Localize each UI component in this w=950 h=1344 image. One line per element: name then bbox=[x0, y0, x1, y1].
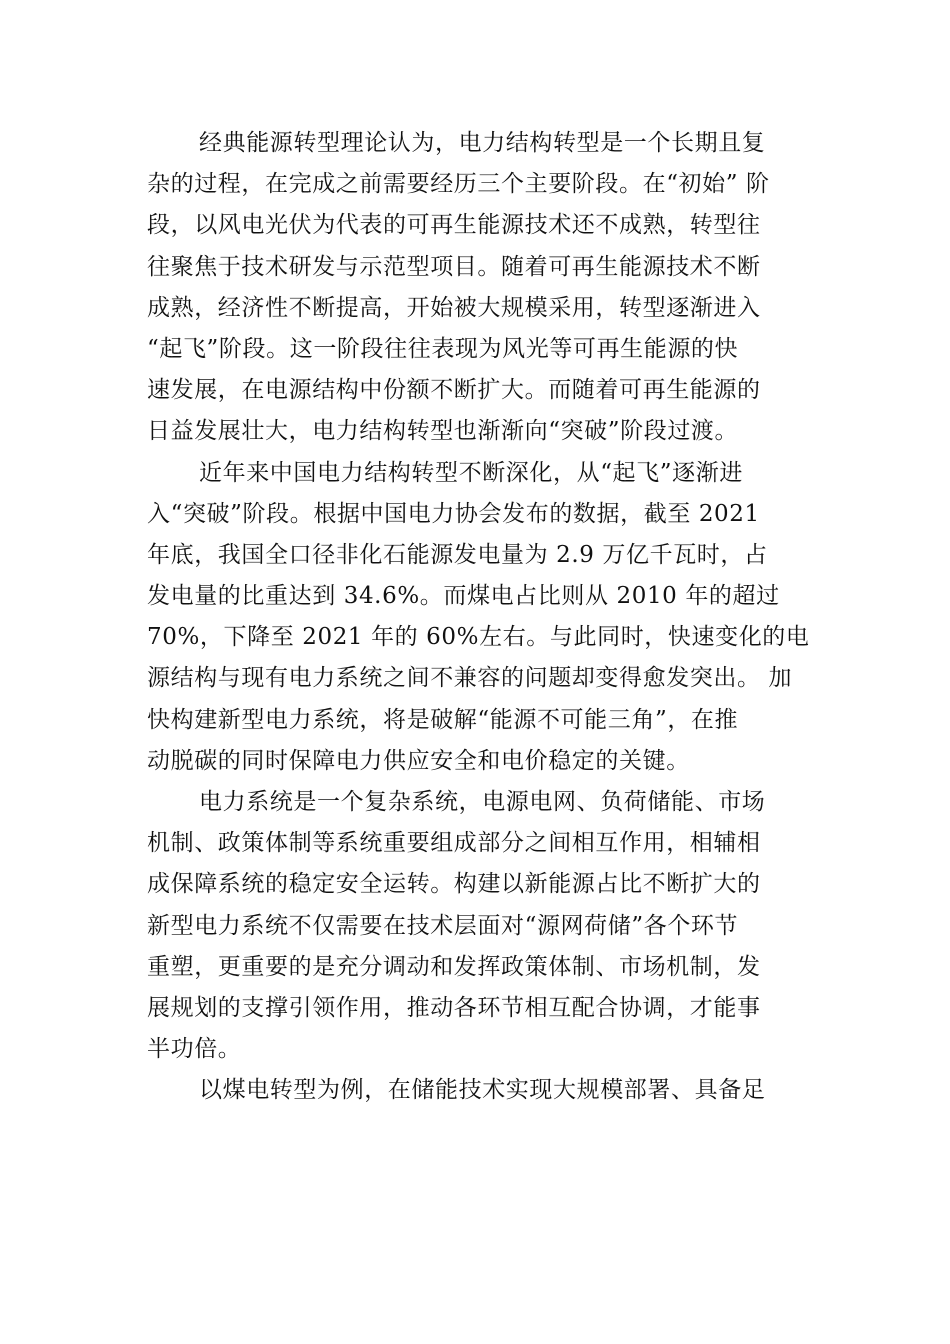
text-line: 新型电力系统不仅需要在技术层面对“源网荷储”各个环节 bbox=[147, 912, 739, 939]
text-line: 段，以风电光伏为代表的可再生能源技术还不成熟，转型往 bbox=[147, 212, 761, 239]
text-line: 速发展，在电源结构中份额不断扩大。而随着可再生能源的 bbox=[147, 377, 761, 404]
paragraph-1 bbox=[147, 123, 807, 453]
text-line: 日益发展壮大，电力结构转型也渐渐向“突破”阶段过渡。 bbox=[147, 418, 739, 445]
paragraph-4 bbox=[147, 1070, 807, 1111]
text-line: 成熟，经济性不断提高，开始被大规模采用，转型逐渐进入 bbox=[147, 294, 761, 321]
text-line: “起飞”阶段。这一阶段往往表现为风光等可再生能源的快 bbox=[147, 335, 739, 362]
text-line: 展规划的支撑引领作用，推动各环节相互配合协调，才能事 bbox=[147, 994, 761, 1021]
text-line: 快构建新型电力系统，将是破解“能源不可能三角”，在推 bbox=[147, 706, 739, 733]
paragraph-2 bbox=[147, 453, 810, 783]
text-line: 动脱碳的同时保障电力供应安全和电价稳定的关键。 bbox=[147, 747, 690, 774]
text-line: 机制、政策体制等系统重要组成部分之间相互作用，相辅相 bbox=[147, 830, 761, 857]
paragraph-3 bbox=[147, 782, 807, 1070]
text-line: 重塑，更重要的是充分调动和发挥政策体制、市场机制，发 bbox=[147, 953, 761, 980]
text-line: 经典能源转型理论认为，电力结构转型是一个长期且复 bbox=[199, 130, 766, 156]
text-line: 70%，下降至 2021 年的 60%左右。与此同时，快速变化的电 bbox=[147, 624, 810, 651]
text-line: 发电量的比重达到 34.6%。而煤电占比则从 2010 年的超过 bbox=[147, 583, 780, 610]
text-line: 入“突破”阶段。根据中国电力协会发布的数据，截至 2021 bbox=[147, 500, 760, 527]
text-line: 成保障系统的稳定安全运转。构建以新能源占比不断扩大的 bbox=[147, 871, 761, 898]
document-body bbox=[147, 123, 810, 1112]
text-line: 往聚焦于技术研发与示范型项目。随着可再生能源技术不断 bbox=[147, 253, 761, 280]
text-line: 以煤电转型为例，在储能技术实现大规模部署、具备足 bbox=[199, 1077, 766, 1104]
text-line: 源结构与现有电力系统之间不兼容的问题却变得愈发突出。 加 bbox=[147, 665, 793, 692]
text-line: 半功倍。 bbox=[147, 1036, 242, 1063]
text-line: 近年来中国电力结构转型不断深化，从“起飞”逐渐进 bbox=[199, 459, 743, 486]
text-line: 年底，我国全口径非化石能源发电量为 2.9 万亿千瓦时，占 bbox=[147, 541, 768, 568]
text-line: 杂的过程，在完成之前需要经历三个主要阶段。在“初始” 阶 bbox=[147, 171, 770, 198]
text-line: 电力系统是一个复杂系统，电源电网、负荷储能、市场 bbox=[199, 789, 766, 815]
